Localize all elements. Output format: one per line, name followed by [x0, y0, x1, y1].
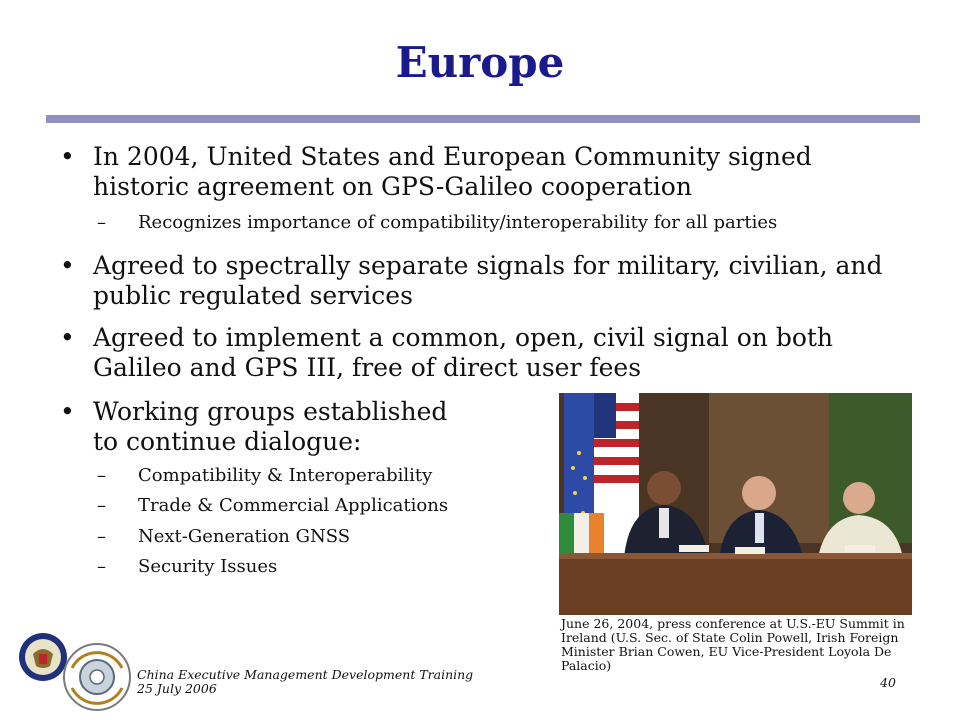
bullet-text [93, 397, 447, 457]
bullet-dot: • [60, 142, 75, 171]
caption-line: Minister Brian Cowen, EU Vice-President Loyola De Palacio) [561, 644, 892, 673]
sub-text: Compatibility & Interoperability [138, 465, 433, 486]
caption-line: Ireland (U.S. Sec. of State Colin Powell, Irish Foreign [561, 630, 899, 645]
bullet-line: historic agreement on GPS-Galileo cooperation [93, 172, 692, 201]
sub-dash: – [97, 556, 106, 577]
photo-illustration [559, 393, 912, 615]
bullet-line: In 2004, United States and European Community signed [93, 142, 812, 171]
sub-text: Recognizes importance of compatibility/interoperability for all parties [138, 212, 778, 233]
sub-dash: – [97, 495, 106, 516]
us-state-seal-icon [18, 632, 68, 686]
sub-dash: – [97, 526, 106, 547]
page-number: 40 [880, 675, 896, 690]
bullet-line: Galileo and GPS III, free of direct user fees [93, 353, 642, 382]
bullet-dot: • [60, 251, 75, 280]
pnt-executive-committee-seal-icon [62, 638, 132, 720]
press-conference-photo [559, 393, 912, 615]
bullet-line: Working groups established [93, 397, 448, 426]
sub-text: Security Issues [138, 556, 278, 577]
bullet-dot: • [60, 397, 75, 426]
title-divider [46, 115, 920, 123]
footer-date: 25 July 2006 [137, 681, 217, 696]
sub-dash: – [97, 465, 106, 486]
photo-caption [561, 617, 921, 673]
bullet-dot: • [60, 323, 75, 352]
caption-line: June 26, 2004, press conference at U.S.-EU Summit in [561, 616, 905, 631]
sub-dash: – [97, 212, 106, 233]
bullet-text [93, 323, 833, 383]
sub-text: Trade & Commercial Applications [138, 495, 449, 516]
bullet-line: to continue dialogue: [93, 427, 362, 456]
slide-title: Europe [395, 38, 565, 87]
bullet-line: public regulated services [93, 281, 413, 310]
pnt-seal-graphic [62, 638, 132, 716]
footer [137, 668, 473, 696]
sub-text: Next-Generation GNSS [138, 526, 351, 547]
state-seal-graphic [18, 632, 68, 682]
bullet-text [93, 251, 882, 311]
bullet-text [93, 142, 812, 202]
footer-org: China Executive Management Development Training [137, 667, 474, 682]
bullet-line: Agreed to spectrally separate signals for military, civilian, and [93, 251, 883, 280]
bullet-line: Agreed to implement a common, open, civil signal on both [93, 323, 834, 352]
